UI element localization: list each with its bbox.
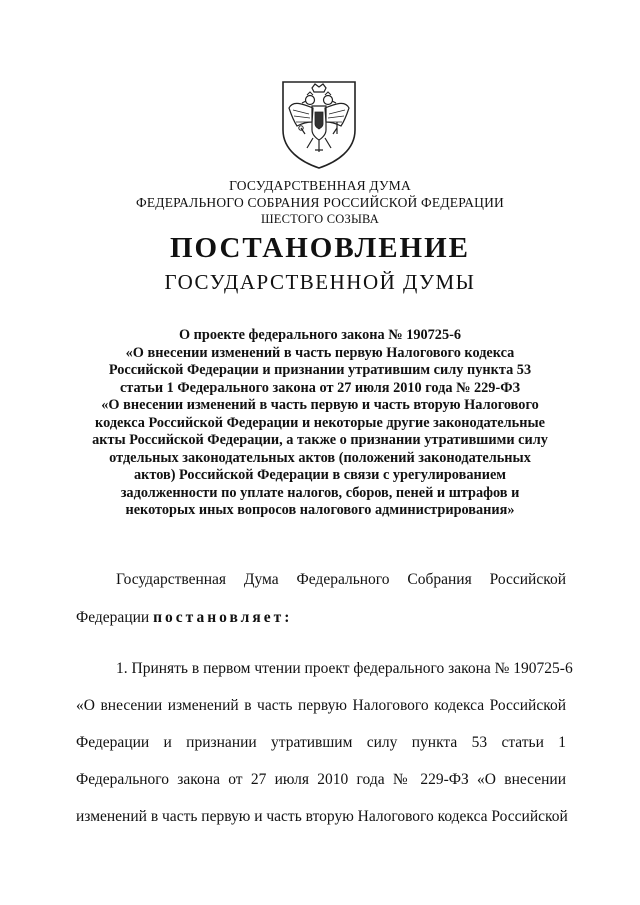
federal-assembly-line: ФЕДЕРАЛЬНОГО СОБРАНИЯ РОССИЙСКОЙ ФЕДЕРАЦИИ (136, 195, 504, 210)
paragraph-line: Федерального закона от 27 июля 2010 года № 229-ФЗ «О внесении (76, 771, 566, 788)
subject-line: некоторых иных вопросов налогового администрирования» (125, 502, 515, 518)
paragraph-line: «О внесении изменений в часть первую Налогового кодекса Российской (76, 697, 566, 714)
subject-line: О проекте федерального закона № 190725-6 (178, 327, 462, 343)
paragraph-line: Федерации и признании утратившим силу пункта 53 статьи 1 (76, 734, 566, 751)
coat-of-arms-emblem (279, 78, 359, 170)
preamble-line: Государственная Дума Федерального Собрания Российской (116, 571, 566, 588)
subject-line: кодекса Российской Федерации и некоторые другие законодательные (95, 414, 545, 431)
subject-line: «О внесении изменений в часть первую Налогового кодекса (125, 344, 515, 361)
resolution-subject (80, 327, 560, 520)
decision-verb: постановляет: (153, 609, 293, 626)
preamble-text: Федерации (76, 609, 154, 626)
document-type-title: ПОСТАНОВЛЕНИЕ (169, 232, 470, 264)
subject-line: актов) Российской Федерации в связи с урегулированием (133, 467, 507, 483)
convocation-line: ШЕСТОГО СОЗЫВА (260, 212, 380, 226)
subject-line: отдельных законодательных актов (положений законодательных (109, 449, 531, 466)
subject-line: Российской Федерации и признании утратившим силу пункта 53 (108, 362, 532, 378)
paragraph-line: 1. Принять в первом чтении проект федерального закона № 190725-6 (116, 660, 573, 677)
subject-line: задолженности по уплате налогов, сборов, пеней и штрафов и (120, 484, 520, 501)
subject-line: статьи 1 Федерального закона от 27 июля 2010 года № 229-ФЗ (119, 379, 521, 396)
duma-name-line: ГОСУДАРСТВЕННАЯ ДУМА (229, 178, 411, 193)
subject-line: «О внесении изменений в часть первую и часть вторую Налогового (101, 397, 539, 413)
document-authority-title: ГОСУДАРСТВЕННОЙ ДУМЫ (164, 270, 476, 294)
paragraph-line: изменений в часть первую и часть вторую Налогового кодекса Российской (76, 808, 568, 825)
subject-line: акты Российской Федерации, а также о признании утратившими силу (92, 432, 548, 448)
preamble-line (76, 609, 566, 627)
